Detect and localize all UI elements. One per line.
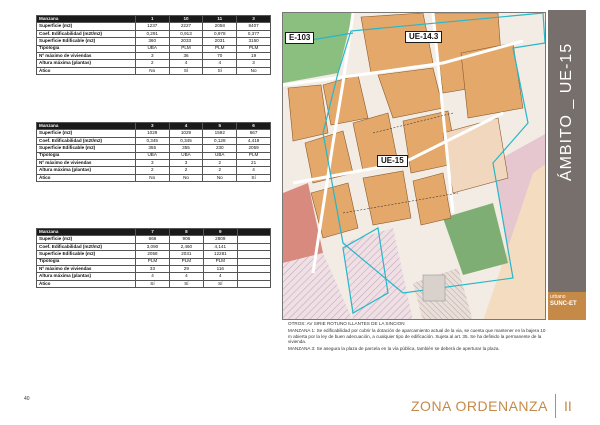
section-title: ÁMBITO _ UE-15 — [558, 42, 575, 182]
table-cell: 0,345 — [135, 137, 169, 144]
ordinance-notes — [288, 321, 546, 353]
table-cell — [237, 236, 270, 243]
table-cell: 230 — [203, 145, 237, 152]
map-drawing — [283, 13, 546, 320]
table-cell: No — [237, 67, 271, 74]
table-row — [37, 280, 271, 287]
map-label-e103: E-103 — [285, 32, 314, 44]
table-cell: UBA — [135, 45, 169, 52]
table-cell: 3 — [135, 159, 169, 166]
table-cell: No — [169, 174, 203, 181]
row-label: Nº máximo de viviendas — [37, 265, 136, 272]
table-cell: Sí — [203, 67, 237, 74]
table-cell: 2 — [169, 167, 203, 174]
table-header-row — [37, 16, 271, 23]
table-cell — [237, 280, 270, 287]
table-cell: 1592 — [203, 130, 237, 137]
row-label: Tipología — [37, 258, 136, 265]
table-cell — [237, 229, 270, 236]
table-cell: 2031 — [203, 38, 237, 45]
table-cell: 2 — [135, 60, 169, 67]
table-cell: 1029 — [169, 130, 203, 137]
table-cell: Sí — [169, 280, 203, 287]
row-label: Manzana — [37, 123, 136, 130]
row-label: Altura máxima (plantas) — [37, 273, 136, 280]
table-row — [37, 67, 271, 74]
map-label-ue-15: UE-15 — [377, 155, 408, 167]
table-cell: PLM — [203, 258, 237, 265]
table-row — [37, 236, 271, 243]
note-paragraph: OTROS: AV SIRIE ROTUNO ILLANTES DE LA SINCION — [288, 321, 405, 326]
table-row — [37, 243, 271, 250]
note-paragraph: MANZANA 3: Se asegura la plaza de parcela en la vía pública, también se deberá de aperturar la plaza. — [288, 346, 500, 352]
table-cell: 11 — [203, 16, 237, 23]
table-cell: 3 — [135, 123, 169, 130]
map-label-ue-14-3: UE-14.3 — [405, 31, 442, 43]
table-cell: 0,291 — [135, 30, 169, 37]
table-row — [37, 137, 271, 144]
table-cell: 8 — [169, 229, 203, 236]
table-cell: 360 — [135, 38, 169, 45]
table-cell: 1237 — [135, 23, 169, 30]
row-label: Tipología — [37, 45, 136, 52]
table-cell: 355 — [169, 145, 203, 152]
table-row — [37, 167, 271, 174]
table-cell: 7 — [136, 229, 170, 236]
table-cell: 4,141 — [203, 243, 237, 250]
table-cell: 4 — [169, 60, 203, 67]
table-cell: 3 — [237, 16, 271, 23]
table-row — [37, 45, 271, 52]
table-row — [37, 130, 271, 137]
table-cell: 4 — [237, 167, 271, 174]
table-cell: No — [135, 174, 169, 181]
row-label: Ático — [37, 67, 136, 74]
table-row — [37, 52, 271, 59]
table-cell: Sí — [237, 174, 271, 181]
table-row — [37, 159, 271, 166]
table-row — [37, 152, 271, 159]
table-cell: 0,978 — [203, 30, 237, 37]
classification-code: SUNC-ET — [550, 301, 577, 307]
row-label: Altura máxima (plantas) — [37, 60, 136, 67]
table-row — [37, 251, 271, 258]
table-cell: 4,419 — [237, 137, 271, 144]
row-label: Ático — [37, 174, 136, 181]
table-cell — [237, 265, 270, 272]
table-cell: 2059 — [237, 145, 271, 152]
table-cell: 2,460 — [169, 243, 203, 250]
table-cell: 3 — [237, 60, 271, 67]
data-table-3 — [36, 228, 271, 288]
chapter-number: II — [564, 398, 572, 414]
row-label: Superficie (m2) — [37, 23, 136, 30]
table-cell: 4 — [169, 123, 203, 130]
table-cell: PLM — [136, 258, 170, 265]
row-label: Superficie (m2) — [37, 236, 136, 243]
table-cell: 4 — [203, 60, 237, 67]
table-cell: 0,128 — [203, 137, 237, 144]
row-label: Superficie Edificable (m2) — [37, 251, 136, 258]
table-cell: 666 — [136, 236, 170, 243]
table-cell: 3 — [169, 159, 203, 166]
table-cell: 10 — [169, 16, 203, 23]
table-cell: 29 — [169, 265, 203, 272]
table-cell: PLM — [203, 45, 237, 52]
table-header-row — [37, 123, 271, 130]
table-cell: 4 — [169, 273, 203, 280]
table-cell: 2 — [135, 167, 169, 174]
row-label: Superficie Edificable (m2) — [37, 38, 136, 45]
table-cell: 3 — [135, 52, 169, 59]
table-cell: 355 — [135, 145, 169, 152]
table-header-row — [37, 229, 271, 236]
row-label: Superficie Edificable (m2) — [37, 145, 136, 152]
row-label: Nº máximo de viviendas — [37, 159, 136, 166]
table-cell: Sí — [136, 280, 170, 287]
row-label: Manzana — [37, 229, 136, 236]
data-table-2 — [36, 122, 271, 182]
table-cell: 3,090 — [136, 243, 170, 250]
table-row — [37, 273, 271, 280]
table-cell — [237, 258, 270, 265]
table-cell: 2809 — [203, 236, 237, 243]
table-cell: Sí — [203, 280, 237, 287]
table-row — [37, 30, 271, 37]
table-cell: 1029 — [135, 130, 169, 137]
table-cell: 2 — [203, 159, 237, 166]
footer-title: ZONA ORDENANZA — [411, 398, 548, 414]
table-cell: 21 — [237, 159, 271, 166]
table-cell: PLM — [237, 45, 271, 52]
table-cell: 0,377 — [237, 30, 271, 37]
data-table-1 — [36, 15, 271, 75]
note-paragraph: MANZANA 1: Se edificabilidad por cubrir la dotación de aparcamiento actual de la via, se cuenta que mantener en la bajera 10 m abierta por la ley de buen adecuación, a cualquier tipo de edificación. Sujeta al art. 35. Se ha definido la permanente de la vivienda. — [288, 327, 546, 345]
table-cell: 4 — [136, 273, 170, 280]
page-number: 40 — [24, 396, 30, 402]
row-label: Manzana — [37, 16, 136, 23]
row-label: Coef. Edificabilidad (m2t/m2) — [37, 137, 136, 144]
row-label: Coef. Edificabilidad (m2t/m2) — [37, 30, 136, 37]
table-cell: PLM — [237, 152, 271, 159]
table-cell — [237, 273, 270, 280]
table-cell: UBA — [203, 152, 237, 159]
table-cell: 906 — [169, 236, 203, 243]
table-row — [37, 174, 271, 181]
table-cell: 667 — [237, 130, 271, 137]
table-cell: 6 — [237, 123, 271, 130]
table-cell: 0,345 — [169, 137, 203, 144]
table-cell: 2033 — [169, 38, 203, 45]
row-label: Altura máxima (plantas) — [37, 167, 136, 174]
table-row — [37, 145, 271, 152]
table-cell — [237, 243, 270, 250]
table-cell: 2058 — [136, 251, 170, 258]
table-cell: 9 — [203, 229, 237, 236]
table-cell: 33 — [136, 265, 170, 272]
table-cell: PLM — [169, 258, 203, 265]
table-cell: 2 — [203, 167, 237, 174]
row-label: Coef. Edificabilidad (m2t/m2) — [37, 243, 136, 250]
table-cell: UBA — [169, 152, 203, 159]
row-label: Nº máximo de viviendas — [37, 52, 136, 59]
table-row — [37, 60, 271, 67]
table-cell: 70 — [203, 52, 237, 59]
table-cell: No — [135, 67, 169, 74]
table-cell: 0,913 — [169, 30, 203, 37]
table-cell: 12281 — [203, 251, 237, 258]
row-label: Ático — [37, 280, 136, 287]
table-cell: UBA — [135, 152, 169, 159]
footer-divider — [555, 394, 556, 418]
table-cell: 19 — [237, 52, 271, 59]
table-cell: 36 — [169, 52, 203, 59]
row-label: Tipología — [37, 152, 136, 159]
table-cell: 2031 — [169, 251, 203, 258]
table-cell: 3150 — [237, 38, 271, 45]
table-cell: 2058 — [203, 23, 237, 30]
classification-label: urbano — [550, 294, 566, 300]
table-cell: PLM — [169, 45, 203, 52]
table-row — [37, 23, 271, 30]
table-cell: 2227 — [169, 23, 203, 30]
table-cell — [237, 251, 270, 258]
table-cell: No — [203, 174, 237, 181]
table-cell: 8407 — [237, 23, 271, 30]
table-row — [37, 265, 271, 272]
table-cell: 116 — [203, 265, 237, 272]
table-row — [37, 258, 271, 265]
table-cell: Sí — [169, 67, 203, 74]
urban-plan-map — [282, 12, 546, 320]
table-cell: 5 — [203, 123, 237, 130]
table-cell: 4 — [203, 273, 237, 280]
row-label: Superficie (m2) — [37, 130, 136, 137]
table-row — [37, 38, 271, 45]
table-cell: 1 — [135, 16, 169, 23]
